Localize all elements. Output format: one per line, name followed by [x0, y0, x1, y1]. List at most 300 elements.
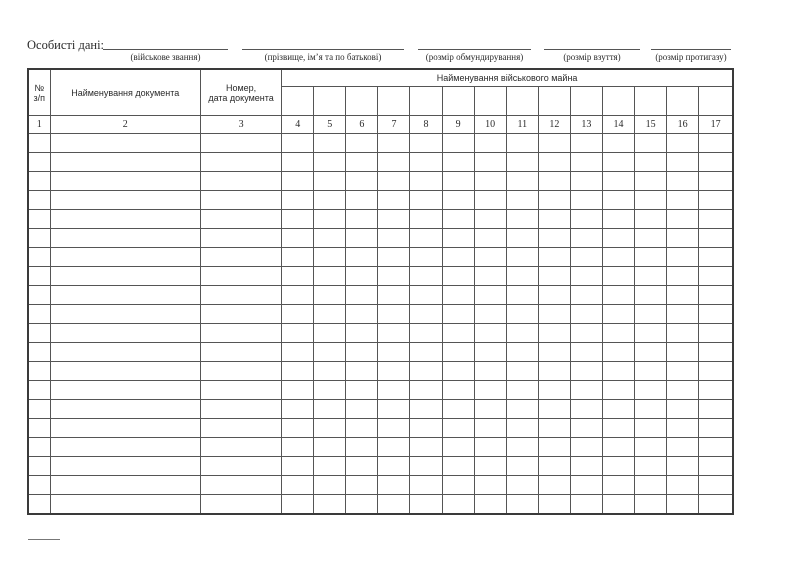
table-cell[interactable]	[538, 210, 570, 229]
table-cell[interactable]	[200, 419, 281, 438]
table-cell[interactable]	[410, 343, 442, 362]
table-cell[interactable]	[506, 134, 538, 153]
table-cell[interactable]	[442, 134, 474, 153]
table-cell[interactable]	[538, 191, 570, 210]
table-cell[interactable]	[28, 438, 50, 457]
table-cell[interactable]	[506, 248, 538, 267]
table-cell[interactable]	[667, 457, 699, 476]
table-cell[interactable]	[635, 286, 667, 305]
table-cell[interactable]	[538, 267, 570, 286]
table-cell[interactable]	[378, 343, 410, 362]
table-cell[interactable]	[200, 153, 281, 172]
table-cell[interactable]	[667, 400, 699, 419]
table-cell[interactable]	[635, 438, 667, 457]
table-cell[interactable]	[50, 495, 200, 515]
table-cell[interactable]	[442, 229, 474, 248]
table-cell[interactable]	[50, 210, 200, 229]
table-cell[interactable]	[506, 153, 538, 172]
property-item-name-cell[interactable]	[314, 87, 346, 116]
table-cell[interactable]	[282, 191, 314, 210]
table-cell[interactable]	[699, 286, 733, 305]
table-cell[interactable]	[50, 343, 200, 362]
table-cell[interactable]	[378, 495, 410, 515]
property-item-name-cell[interactable]	[442, 87, 474, 116]
table-cell[interactable]	[314, 305, 346, 324]
table-cell[interactable]	[474, 343, 506, 362]
table-cell[interactable]	[282, 305, 314, 324]
table-cell[interactable]	[378, 191, 410, 210]
table-cell[interactable]	[50, 400, 200, 419]
table-cell[interactable]	[28, 419, 50, 438]
table-cell[interactable]	[699, 267, 733, 286]
table-cell[interactable]	[474, 457, 506, 476]
table-cell[interactable]	[50, 267, 200, 286]
table-cell[interactable]	[314, 229, 346, 248]
table-cell[interactable]	[410, 324, 442, 343]
table-cell[interactable]	[346, 324, 378, 343]
table-cell[interactable]	[667, 267, 699, 286]
table-cell[interactable]	[506, 400, 538, 419]
table-cell[interactable]	[442, 438, 474, 457]
table-cell[interactable]	[602, 495, 634, 515]
table-cell[interactable]	[314, 400, 346, 419]
table-cell[interactable]	[474, 476, 506, 495]
table-cell[interactable]	[282, 134, 314, 153]
table-cell[interactable]	[635, 248, 667, 267]
table-cell[interactable]	[570, 267, 602, 286]
table-cell[interactable]	[635, 191, 667, 210]
table-cell[interactable]	[442, 210, 474, 229]
property-item-name-cell[interactable]	[602, 87, 634, 116]
table-cell[interactable]	[346, 305, 378, 324]
table-cell[interactable]	[602, 286, 634, 305]
table-cell[interactable]	[667, 134, 699, 153]
table-cell[interactable]	[570, 419, 602, 438]
table-cell[interactable]	[699, 400, 733, 419]
table-cell[interactable]	[50, 172, 200, 191]
property-item-name-cell[interactable]	[346, 87, 378, 116]
table-cell[interactable]	[538, 229, 570, 248]
table-cell[interactable]	[28, 362, 50, 381]
table-cell[interactable]	[28, 476, 50, 495]
table-cell[interactable]	[28, 172, 50, 191]
table-cell[interactable]	[314, 476, 346, 495]
table-cell[interactable]	[200, 495, 281, 515]
table-cell[interactable]	[570, 172, 602, 191]
table-cell[interactable]	[410, 210, 442, 229]
table-cell[interactable]	[314, 267, 346, 286]
property-item-name-cell[interactable]	[570, 87, 602, 116]
table-cell[interactable]	[50, 457, 200, 476]
table-cell[interactable]	[699, 210, 733, 229]
table-cell[interactable]	[314, 286, 346, 305]
table-cell[interactable]	[50, 229, 200, 248]
table-cell[interactable]	[346, 134, 378, 153]
table-cell[interactable]	[314, 172, 346, 191]
table-cell[interactable]	[570, 286, 602, 305]
table-cell[interactable]	[50, 305, 200, 324]
property-item-name-cell[interactable]	[506, 87, 538, 116]
table-cell[interactable]	[602, 476, 634, 495]
table-cell[interactable]	[699, 457, 733, 476]
table-cell[interactable]	[538, 305, 570, 324]
table-cell[interactable]	[506, 476, 538, 495]
table-cell[interactable]	[410, 134, 442, 153]
table-cell[interactable]	[200, 210, 281, 229]
table-cell[interactable]	[474, 248, 506, 267]
table-cell[interactable]	[314, 134, 346, 153]
table-cell[interactable]	[667, 210, 699, 229]
shoe-size-field[interactable]	[544, 49, 640, 50]
table-cell[interactable]	[602, 305, 634, 324]
table-cell[interactable]	[314, 457, 346, 476]
table-cell[interactable]	[506, 172, 538, 191]
table-cell[interactable]	[538, 324, 570, 343]
table-cell[interactable]	[200, 248, 281, 267]
table-cell[interactable]	[346, 438, 378, 457]
table-cell[interactable]	[699, 343, 733, 362]
table-cell[interactable]	[282, 229, 314, 248]
table-cell[interactable]	[602, 267, 634, 286]
table-cell[interactable]	[570, 229, 602, 248]
table-cell[interactable]	[602, 229, 634, 248]
table-cell[interactable]	[200, 400, 281, 419]
table-cell[interactable]	[282, 153, 314, 172]
table-cell[interactable]	[50, 419, 200, 438]
table-cell[interactable]	[570, 381, 602, 400]
table-cell[interactable]	[442, 267, 474, 286]
table-cell[interactable]	[635, 419, 667, 438]
table-cell[interactable]	[200, 457, 281, 476]
table-cell[interactable]	[570, 191, 602, 210]
table-cell[interactable]	[200, 191, 281, 210]
table-cell[interactable]	[282, 381, 314, 400]
table-cell[interactable]	[442, 476, 474, 495]
table-cell[interactable]	[442, 153, 474, 172]
table-cell[interactable]	[346, 267, 378, 286]
table-cell[interactable]	[442, 343, 474, 362]
table-cell[interactable]	[200, 438, 281, 457]
table-cell[interactable]	[346, 457, 378, 476]
gas-mask-size-field[interactable]	[651, 49, 731, 50]
table-cell[interactable]	[282, 438, 314, 457]
property-item-name-cell[interactable]	[378, 87, 410, 116]
table-cell[interactable]	[200, 305, 281, 324]
table-cell[interactable]	[667, 286, 699, 305]
table-cell[interactable]	[570, 153, 602, 172]
table-cell[interactable]	[570, 438, 602, 457]
table-cell[interactable]	[474, 495, 506, 515]
table-cell[interactable]	[635, 305, 667, 324]
table-cell[interactable]	[282, 362, 314, 381]
table-cell[interactable]	[346, 381, 378, 400]
table-cell[interactable]	[442, 400, 474, 419]
table-cell[interactable]	[282, 248, 314, 267]
table-cell[interactable]	[314, 343, 346, 362]
table-cell[interactable]	[602, 362, 634, 381]
table-cell[interactable]	[635, 172, 667, 191]
table-cell[interactable]	[635, 381, 667, 400]
property-item-name-cell[interactable]	[667, 87, 699, 116]
table-cell[interactable]	[28, 134, 50, 153]
table-cell[interactable]	[378, 362, 410, 381]
table-cell[interactable]	[28, 400, 50, 419]
table-cell[interactable]	[28, 229, 50, 248]
table-cell[interactable]	[570, 495, 602, 515]
table-cell[interactable]	[635, 343, 667, 362]
table-cell[interactable]	[602, 343, 634, 362]
table-cell[interactable]	[699, 324, 733, 343]
table-cell[interactable]	[506, 457, 538, 476]
table-cell[interactable]	[28, 305, 50, 324]
table-cell[interactable]	[474, 286, 506, 305]
table-cell[interactable]	[506, 267, 538, 286]
table-cell[interactable]	[538, 172, 570, 191]
table-cell[interactable]	[346, 343, 378, 362]
table-cell[interactable]	[378, 210, 410, 229]
table-cell[interactable]	[346, 400, 378, 419]
table-cell[interactable]	[200, 324, 281, 343]
table-cell[interactable]	[28, 191, 50, 210]
table-cell[interactable]	[699, 381, 733, 400]
table-cell[interactable]	[506, 362, 538, 381]
table-cell[interactable]	[282, 343, 314, 362]
table-cell[interactable]	[538, 286, 570, 305]
table-cell[interactable]	[506, 305, 538, 324]
table-cell[interactable]	[28, 153, 50, 172]
table-cell[interactable]	[506, 343, 538, 362]
table-cell[interactable]	[314, 438, 346, 457]
table-cell[interactable]	[378, 286, 410, 305]
table-cell[interactable]	[699, 476, 733, 495]
table-cell[interactable]	[602, 248, 634, 267]
table-cell[interactable]	[538, 153, 570, 172]
table-cell[interactable]	[346, 495, 378, 515]
table-cell[interactable]	[314, 324, 346, 343]
table-cell[interactable]	[50, 324, 200, 343]
table-cell[interactable]	[282, 286, 314, 305]
property-item-name-cell[interactable]	[635, 87, 667, 116]
table-cell[interactable]	[314, 362, 346, 381]
table-cell[interactable]	[699, 191, 733, 210]
table-cell[interactable]	[28, 324, 50, 343]
table-cell[interactable]	[538, 400, 570, 419]
table-cell[interactable]	[50, 248, 200, 267]
table-cell[interactable]	[28, 248, 50, 267]
table-cell[interactable]	[570, 476, 602, 495]
table-cell[interactable]	[314, 191, 346, 210]
table-cell[interactable]	[667, 153, 699, 172]
table-cell[interactable]	[410, 438, 442, 457]
table-cell[interactable]	[570, 362, 602, 381]
table-cell[interactable]	[200, 476, 281, 495]
table-cell[interactable]	[667, 305, 699, 324]
table-cell[interactable]	[667, 248, 699, 267]
table-cell[interactable]	[442, 248, 474, 267]
table-cell[interactable]	[378, 476, 410, 495]
table-cell[interactable]	[410, 267, 442, 286]
table-cell[interactable]	[538, 248, 570, 267]
table-cell[interactable]	[602, 191, 634, 210]
table-cell[interactable]	[474, 438, 506, 457]
table-cell[interactable]	[699, 153, 733, 172]
table-cell[interactable]	[200, 362, 281, 381]
table-cell[interactable]	[50, 381, 200, 400]
table-cell[interactable]	[410, 400, 442, 419]
table-cell[interactable]	[378, 305, 410, 324]
table-cell[interactable]	[442, 305, 474, 324]
table-cell[interactable]	[667, 362, 699, 381]
table-cell[interactable]	[667, 381, 699, 400]
table-cell[interactable]	[314, 210, 346, 229]
table-cell[interactable]	[699, 172, 733, 191]
table-cell[interactable]	[635, 495, 667, 515]
table-cell[interactable]	[50, 134, 200, 153]
table-cell[interactable]	[474, 210, 506, 229]
table-cell[interactable]	[282, 419, 314, 438]
table-cell[interactable]	[410, 305, 442, 324]
table-cell[interactable]	[442, 191, 474, 210]
table-cell[interactable]	[506, 191, 538, 210]
table-cell[interactable]	[282, 495, 314, 515]
table-cell[interactable]	[314, 419, 346, 438]
table-cell[interactable]	[667, 438, 699, 457]
table-cell[interactable]	[50, 362, 200, 381]
table-cell[interactable]	[506, 324, 538, 343]
table-cell[interactable]	[282, 400, 314, 419]
table-cell[interactable]	[410, 381, 442, 400]
table-cell[interactable]	[506, 419, 538, 438]
table-cell[interactable]	[50, 476, 200, 495]
table-cell[interactable]	[602, 153, 634, 172]
table-cell[interactable]	[699, 419, 733, 438]
table-cell[interactable]	[200, 267, 281, 286]
table-cell[interactable]	[28, 267, 50, 286]
table-cell[interactable]	[200, 229, 281, 248]
table-cell[interactable]	[282, 457, 314, 476]
table-cell[interactable]	[635, 210, 667, 229]
table-cell[interactable]	[474, 267, 506, 286]
table-cell[interactable]	[378, 229, 410, 248]
table-cell[interactable]	[635, 153, 667, 172]
table-cell[interactable]	[699, 495, 733, 515]
table-cell[interactable]	[378, 400, 410, 419]
property-item-name-cell[interactable]	[474, 87, 506, 116]
property-item-name-cell[interactable]	[699, 87, 733, 116]
table-cell[interactable]	[378, 419, 410, 438]
table-cell[interactable]	[346, 172, 378, 191]
table-cell[interactable]	[635, 229, 667, 248]
table-cell[interactable]	[442, 286, 474, 305]
table-cell[interactable]	[538, 343, 570, 362]
table-cell[interactable]	[346, 419, 378, 438]
table-cell[interactable]	[28, 210, 50, 229]
table-cell[interactable]	[602, 324, 634, 343]
table-cell[interactable]	[378, 134, 410, 153]
table-cell[interactable]	[635, 476, 667, 495]
table-cell[interactable]	[699, 248, 733, 267]
table-cell[interactable]	[474, 191, 506, 210]
table-cell[interactable]	[314, 381, 346, 400]
table-cell[interactable]	[474, 419, 506, 438]
table-cell[interactable]	[346, 248, 378, 267]
table-cell[interactable]	[506, 229, 538, 248]
table-cell[interactable]	[378, 153, 410, 172]
table-cell[interactable]	[200, 286, 281, 305]
table-cell[interactable]	[28, 381, 50, 400]
table-cell[interactable]	[50, 153, 200, 172]
table-cell[interactable]	[538, 438, 570, 457]
table-cell[interactable]	[442, 362, 474, 381]
table-cell[interactable]	[570, 305, 602, 324]
table-cell[interactable]	[635, 267, 667, 286]
table-cell[interactable]	[667, 172, 699, 191]
table-cell[interactable]	[538, 419, 570, 438]
table-cell[interactable]	[346, 191, 378, 210]
table-cell[interactable]	[474, 305, 506, 324]
table-cell[interactable]	[474, 229, 506, 248]
table-cell[interactable]	[506, 438, 538, 457]
table-cell[interactable]	[378, 438, 410, 457]
table-cell[interactable]	[699, 134, 733, 153]
table-cell[interactable]	[635, 400, 667, 419]
table-cell[interactable]	[602, 400, 634, 419]
table-cell[interactable]	[635, 362, 667, 381]
table-cell[interactable]	[50, 438, 200, 457]
table-cell[interactable]	[50, 191, 200, 210]
table-cell[interactable]	[474, 362, 506, 381]
table-cell[interactable]	[506, 210, 538, 229]
table-cell[interactable]	[602, 419, 634, 438]
table-cell[interactable]	[667, 229, 699, 248]
table-cell[interactable]	[410, 476, 442, 495]
table-cell[interactable]	[346, 210, 378, 229]
table-cell[interactable]	[667, 476, 699, 495]
table-cell[interactable]	[200, 134, 281, 153]
table-cell[interactable]	[699, 362, 733, 381]
table-cell[interactable]	[506, 286, 538, 305]
table-cell[interactable]	[538, 381, 570, 400]
table-cell[interactable]	[28, 495, 50, 515]
table-cell[interactable]	[346, 229, 378, 248]
table-cell[interactable]	[346, 286, 378, 305]
property-item-name-cell[interactable]	[282, 87, 314, 116]
military-rank-field[interactable]	[103, 49, 228, 50]
table-cell[interactable]	[570, 248, 602, 267]
table-cell[interactable]	[378, 381, 410, 400]
property-item-name-cell[interactable]	[538, 87, 570, 116]
table-cell[interactable]	[442, 457, 474, 476]
full-name-field[interactable]	[242, 49, 404, 50]
table-cell[interactable]	[28, 286, 50, 305]
table-cell[interactable]	[410, 248, 442, 267]
table-cell[interactable]	[442, 172, 474, 191]
table-cell[interactable]	[346, 476, 378, 495]
table-cell[interactable]	[699, 229, 733, 248]
table-cell[interactable]	[410, 191, 442, 210]
table-cell[interactable]	[635, 457, 667, 476]
table-cell[interactable]	[410, 172, 442, 191]
table-cell[interactable]	[410, 495, 442, 515]
table-cell[interactable]	[667, 324, 699, 343]
table-cell[interactable]	[282, 172, 314, 191]
table-cell[interactable]	[282, 324, 314, 343]
table-cell[interactable]	[28, 343, 50, 362]
table-cell[interactable]	[538, 134, 570, 153]
table-cell[interactable]	[282, 210, 314, 229]
table-cell[interactable]	[667, 343, 699, 362]
table-cell[interactable]	[378, 267, 410, 286]
